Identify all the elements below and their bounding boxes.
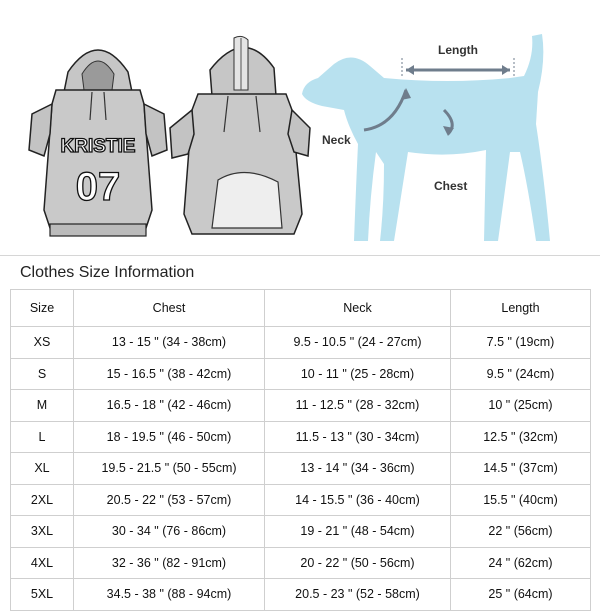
length-cell: 12.5 " (32cm)	[451, 421, 591, 453]
header-chest: Chest	[74, 290, 265, 327]
size-chart-table	[10, 289, 591, 611]
size-cell: XL	[11, 453, 74, 485]
table-row	[11, 484, 591, 516]
length-cell: 9.5 " (24cm)	[451, 358, 591, 390]
table-row	[11, 421, 591, 453]
dog-measurement-diagram	[298, 26, 598, 251]
length-cell: 24 " (62cm)	[451, 547, 591, 579]
length-cell: 14.5 " (37cm)	[451, 453, 591, 485]
length-cell: 7.5 " (19cm)	[451, 327, 591, 359]
size-cell: 5XL	[11, 579, 74, 611]
table-row	[11, 516, 591, 548]
length-cell: 25 " (64cm)	[451, 579, 591, 611]
chest-cell: 18 - 19.5 " (46 - 50cm)	[74, 421, 265, 453]
neck-cell: 20.5 - 23 " (52 - 58cm)	[265, 579, 451, 611]
header-length: Length	[451, 290, 591, 327]
size-cell: 4XL	[11, 547, 74, 579]
chest-cell: 16.5 - 18 " (42 - 46cm)	[74, 390, 265, 422]
header-size: Size	[11, 290, 74, 327]
neck-cell: 9.5 - 10.5 " (24 - 27cm)	[265, 327, 451, 359]
size-cell: S	[11, 358, 74, 390]
size-cell: M	[11, 390, 74, 422]
chest-cell: 20.5 - 22 " (53 - 57cm)	[74, 484, 265, 516]
size-cell: 3XL	[11, 516, 74, 548]
chest-label: Chest	[434, 179, 468, 193]
table-row	[11, 358, 591, 390]
chest-cell: 30 - 34 " (76 - 86cm)	[74, 516, 265, 548]
table-header-row	[11, 290, 591, 327]
length-cell: 10 " (25cm)	[451, 390, 591, 422]
length-cell: 15.5 " (40cm)	[451, 484, 591, 516]
length-label: Length	[438, 43, 478, 57]
length-cell: 22 " (56cm)	[451, 516, 591, 548]
jersey-number-text: 07	[75, 165, 121, 209]
neck-cell: 13 - 14 " (34 - 36cm)	[265, 453, 451, 485]
chest-cell: 32 - 36 " (82 - 91cm)	[74, 547, 265, 579]
jersey-name-text: KRISTIE	[60, 136, 136, 157]
chest-cell: 19.5 - 21.5 " (50 - 55cm)	[74, 453, 265, 485]
table-row	[11, 579, 591, 611]
chest-cell: 13 - 15 " (34 - 38cm)	[74, 327, 265, 359]
neck-cell: 20 - 22 " (50 - 56cm)	[265, 547, 451, 579]
table-row	[11, 327, 591, 359]
neck-cell: 19 - 21 " (48 - 54cm)	[265, 516, 451, 548]
product-illustration-panel	[0, 0, 600, 256]
table-row	[11, 390, 591, 422]
size-cell: XS	[11, 327, 74, 359]
hoodie-front-illustration	[28, 30, 168, 245]
table-row	[11, 453, 591, 485]
hoodie-side-illustration	[168, 30, 313, 245]
chest-cell: 34.5 - 38 " (88 - 94cm)	[74, 579, 265, 611]
chest-cell: 15 - 16.5 " (38 - 42cm)	[74, 358, 265, 390]
neck-cell: 11.5 - 13 " (30 - 34cm)	[265, 421, 451, 453]
neck-cell: 11 - 12.5 " (28 - 32cm)	[265, 390, 451, 422]
size-cell: 2XL	[11, 484, 74, 516]
size-table-title: Clothes Size Information	[20, 264, 195, 281]
size-cell: L	[11, 421, 74, 453]
table-row	[11, 547, 591, 579]
neck-cell: 14 - 15.5 " (36 - 40cm)	[265, 484, 451, 516]
header-neck: Neck	[265, 290, 451, 327]
neck-cell: 10 - 11 " (25 - 28cm)	[265, 358, 451, 390]
neck-label: Neck	[322, 133, 351, 147]
